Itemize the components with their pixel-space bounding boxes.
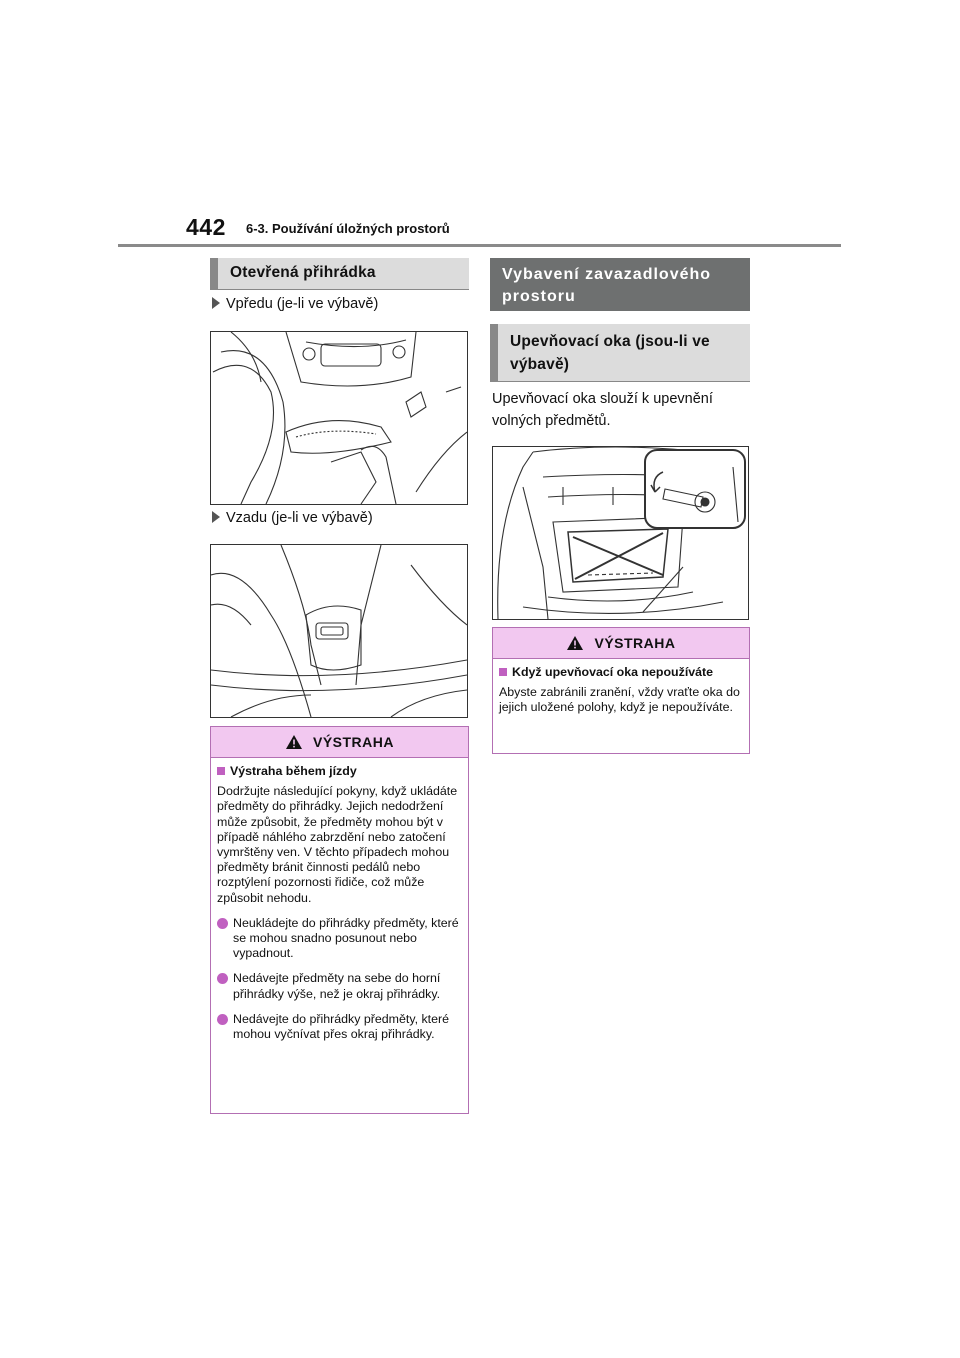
bullet-dot-icon — [217, 973, 228, 984]
square-bullet-icon — [499, 668, 507, 676]
header-rule — [118, 244, 841, 247]
warning-header: VÝSTRAHA — [493, 628, 749, 659]
rear-label: Vzadu (je-li ve výbavě) — [212, 510, 373, 526]
title-divider — [210, 289, 469, 290]
luggage-hook-illustration — [492, 446, 749, 620]
title-divider — [490, 381, 750, 382]
square-bullet-icon — [217, 767, 225, 775]
hook-warning-box — [492, 627, 750, 754]
section-header: 6-3. Používání úložných prostorů — [246, 221, 450, 236]
front-compartment-illustration — [210, 331, 468, 505]
bullet-dot-icon — [217, 1014, 228, 1025]
bullet-dot-icon — [217, 918, 228, 929]
open-compartment-title: Otevřená přihrádka — [210, 258, 469, 289]
front-label: Vpředu (je-li ve výbavě) — [212, 296, 378, 312]
warning-triangle-icon — [566, 635, 584, 651]
warning-header: VÝSTRAHA — [211, 727, 468, 758]
tie-down-hooks-title: Upevňovací oka (jsou-li ve výbavě) — [490, 324, 750, 381]
luggage-equipment-title: Vybavení zavazadlového prostoru — [490, 258, 750, 311]
warning-subheading: Když upevňovací oka nepoužíváte — [499, 665, 743, 680]
driving-warning-box — [210, 726, 469, 1114]
warning-triangle-icon — [285, 734, 303, 750]
warning-subheading: Výstraha během jízdy — [217, 764, 462, 779]
arrow-right-icon — [212, 297, 220, 309]
tie-down-description: Upevňovací oka slouží k upevnění volných předmětů. — [492, 391, 713, 429]
warning-bullet: Nedávejte předměty na sebe do horní přihrádky výše, než je okraj přihrádky. — [217, 971, 462, 1001]
arrow-right-icon — [212, 511, 220, 523]
warning-paragraph: Abyste zabránili zranění, vždy vraťte oka do jejich uložené polohy, když je nepoužíváte. — [499, 685, 740, 715]
warning-paragraph: Dodržujte následující pokyny, když ukládáte předměty do přihrádky. Jejich nedodržení může způsobit, že předměty mohou být v případě náhlého zabrzdění nebo zatočení vymrštěny ven. V těchto případech mohou předměty bránit činnosti pedálů nebo rozptýlení pozornosti řidiče, což může způsobit nehodu. — [217, 784, 458, 905]
page-number: 442 — [186, 214, 226, 240]
warning-bullet: Nedávejte do přihrádky předměty, které mohou vyčnívat přes okraj přihrádky. — [217, 1012, 462, 1042]
warning-bullet: Neukládejte do přihrádky předměty, které se mohou snadno posunout nebo vypadnout. — [217, 916, 462, 962]
rear-compartment-illustration — [210, 544, 468, 718]
